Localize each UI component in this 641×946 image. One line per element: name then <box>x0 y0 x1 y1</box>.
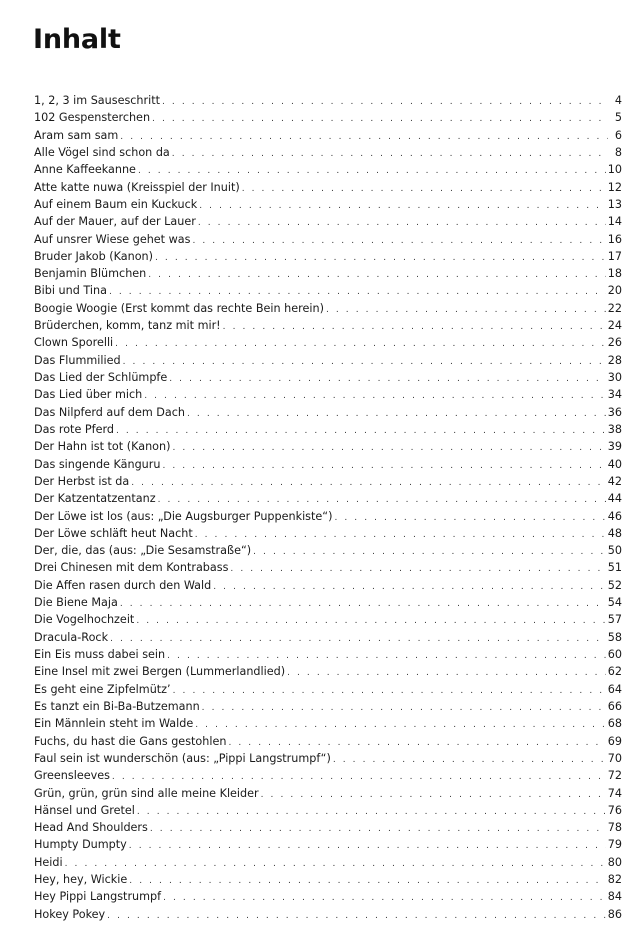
toc-entry-page-number: 54 <box>607 596 622 610</box>
toc-entry-page-number: 68 <box>607 717 622 731</box>
toc-entry-title: Der Katzentatzentanz <box>34 492 156 506</box>
toc-entry-page-number: 13 <box>607 197 622 211</box>
toc-dot-leader <box>150 821 606 838</box>
toc-dot-leader <box>136 613 605 630</box>
toc-entry <box>34 248 622 265</box>
toc-entry-page-number: 14 <box>607 215 622 229</box>
toc-entry <box>34 386 622 403</box>
toc-entry <box>34 819 622 836</box>
toc-entry-page-number: 69 <box>607 734 622 748</box>
toc-entry-page-number: 18 <box>607 267 622 281</box>
toc-entry-title: Das Lied über mich <box>34 388 143 402</box>
toc-entry <box>34 508 622 525</box>
toc-entry-page-number: 79 <box>607 838 622 852</box>
toc-entry-title: Hey Pippi Langstrumpf <box>34 890 162 904</box>
toc-entry-title: Atte katte nuwa (Kreisspiel der Inuit) <box>34 180 240 194</box>
toc-entry-page-number: 28 <box>607 353 622 367</box>
toc-entry-page-number: 44 <box>607 492 622 506</box>
toc-entry-page-number: 22 <box>607 301 622 315</box>
toc-entry-title: Auf unsrer Wiese gehet was <box>34 232 191 246</box>
toc-entry-page-number: 50 <box>607 544 622 558</box>
toc-entry-title: Hokey Pokey <box>34 907 106 921</box>
toc-entry-page-number: 38 <box>607 422 622 436</box>
toc-entry <box>34 663 622 680</box>
toc-entry-page-number: 84 <box>607 890 622 904</box>
toc-entry-title: Aram sam sam <box>34 128 119 142</box>
toc-dot-leader <box>107 908 606 925</box>
toc-entry-page-number: 26 <box>607 336 622 350</box>
toc-entry <box>34 421 622 438</box>
toc-entry-page-number: 34 <box>607 388 622 402</box>
toc-entry-title: Ein Eis muss dabei sein <box>34 648 166 661</box>
toc-entry-title: Das Nilpferd auf dem Dach <box>34 405 186 419</box>
toc-dot-leader <box>110 631 606 648</box>
toc-entry <box>34 871 622 888</box>
toc-entry <box>34 802 622 819</box>
toc-entry <box>34 438 622 455</box>
toc-entry-title: Es geht eine Zipfelmütz’ <box>34 682 171 696</box>
toc-dot-leader <box>172 146 608 163</box>
toc-dot-leader <box>192 233 605 250</box>
toc-entry-title: Head And Shoulders <box>34 821 148 835</box>
toc-entry-page-number: 52 <box>607 578 622 592</box>
toc-entry <box>34 611 622 628</box>
toc-entry-page-number: 8 <box>614 145 622 159</box>
toc-dot-leader <box>195 717 606 734</box>
toc-entry <box>34 127 622 144</box>
toc-dot-leader <box>172 440 605 457</box>
toc-dot-leader <box>198 215 606 232</box>
toc-entry-page-number: 46 <box>607 509 622 523</box>
toc-entry-title: Faul sein ist wunderschön (aus: „Pippi Langstrumpf“) <box>34 751 331 765</box>
toc-entry-title: Der Löwe schläft heut Nacht <box>34 526 193 540</box>
toc-dot-leader <box>152 111 608 128</box>
toc-entry-title: 102 Gespensterchen <box>34 111 151 125</box>
toc-entry-page-number: 42 <box>607 474 622 488</box>
toc-entry-page-number: 60 <box>607 648 622 661</box>
toc-entry-page-number: 72 <box>607 769 622 783</box>
toc-dot-leader <box>129 873 605 890</box>
toc-entry-title: Bibi und Tina <box>34 284 107 298</box>
toc-dot-leader <box>213 579 605 596</box>
toc-entry <box>34 577 622 594</box>
toc-entry <box>34 352 622 369</box>
toc-entry-page-number: 10 <box>607 163 622 177</box>
toc-entry-page-number: 39 <box>607 440 622 454</box>
toc-entry-title: Auf einem Baum ein Kuckuck <box>34 197 198 211</box>
toc-dot-leader <box>65 856 606 873</box>
toc-entry-page-number: 16 <box>607 232 622 246</box>
toc-entry-page-number: 4 <box>614 94 622 107</box>
toc-entry-page-number: 20 <box>607 284 622 298</box>
toc-dot-leader <box>173 683 606 700</box>
toc-dot-leader <box>195 527 606 544</box>
toc-entry-title: Der, die, das (aus: „Die Sesamstraße“) <box>34 544 252 558</box>
toc-entry-title: Anne Kaffeekanne <box>34 163 136 177</box>
toc-dot-leader <box>131 475 605 492</box>
toc-entry-title: Bruder Jakob (Kanon) <box>34 249 153 263</box>
toc-entry-title: Heidi <box>34 855 63 869</box>
toc-entry <box>34 109 622 126</box>
toc-entry-title: Brüderchen, komm, tanz mit mir! <box>34 319 221 333</box>
toc-entry-title: Hey, hey, Wickie <box>34 873 128 887</box>
toc-entry-page-number: 5 <box>614 111 622 125</box>
toc-entry-page-number: 76 <box>607 803 622 817</box>
toc-dot-leader <box>163 890 606 907</box>
toc-entry-title: Es tanzt ein Bi-Ba-Butzemann <box>34 699 200 713</box>
toc-entry <box>34 629 622 646</box>
toc-dot-leader <box>223 319 606 336</box>
toc-entry <box>34 646 622 663</box>
toc-entry-page-number: 17 <box>607 249 622 263</box>
toc-entry <box>34 594 622 611</box>
toc-list <box>34 92 622 923</box>
toc-entry-title: Der Löwe ist los (aus: „Die Augsburger Puppenkiste“) <box>34 509 333 523</box>
toc-entry-title: Der Hahn ist tot (Kanon) <box>34 440 171 454</box>
toc-dot-leader <box>148 267 605 284</box>
toc-entry-page-number: 80 <box>607 855 622 869</box>
toc-entry <box>34 681 622 698</box>
toc-entry <box>34 750 622 767</box>
toc-dot-leader <box>202 700 606 717</box>
toc-entry-page-number: 57 <box>607 613 622 627</box>
toc-entry <box>34 836 622 853</box>
toc-entry-page-number: 51 <box>607 561 622 575</box>
toc-entry-title: Auf der Mauer, auf der Lauer <box>34 215 196 229</box>
toc-entry-page-number: 82 <box>607 873 622 887</box>
toc-entry-page-number: 64 <box>607 682 622 696</box>
toc-entry <box>34 161 622 178</box>
toc-entry <box>34 559 622 576</box>
toc-entry-page-number: 86 <box>607 907 622 921</box>
toc-entry <box>34 92 622 109</box>
toc-entry-title: Das Flummilied <box>34 353 121 367</box>
toc-entry-title: Boogie Woogie (Erst kommt das rechte Bein herein) <box>34 301 324 315</box>
toc-entry <box>34 317 622 334</box>
toc-dot-leader <box>115 336 606 353</box>
toc-entry-title: Grün, grün, grün sind alle meine Kleider <box>34 786 259 800</box>
toc-entry <box>34 525 622 542</box>
toc-entry-title: Greensleeves <box>34 769 110 783</box>
toc-entry-title: Das singende Känguru <box>34 457 161 471</box>
toc-entry <box>34 698 622 715</box>
toc-entry-page-number: 70 <box>607 751 622 765</box>
toc-entry-page-number: 36 <box>607 405 622 419</box>
toc-entry-title: Hänsel und Gretel <box>34 803 135 817</box>
toc-entry <box>34 785 622 802</box>
toc-entry <box>34 369 622 386</box>
toc-entry-title: Ein Männlein steht im Walde <box>34 717 194 731</box>
toc-dot-leader <box>123 354 606 371</box>
toc-entry-page-number: 12 <box>607 180 622 194</box>
toc-dot-leader <box>326 302 606 319</box>
toc-entry-page-number: 78 <box>607 821 622 835</box>
toc-entry-page-number: 74 <box>607 786 622 800</box>
toc-entry-title: Benjamin Blümchen <box>34 267 147 281</box>
toc-entry <box>34 906 622 923</box>
toc-dot-leader <box>137 804 606 821</box>
toc-entry-title: Der Herbst ist da <box>34 474 130 488</box>
toc-entry <box>34 456 622 473</box>
toc-dot-leader <box>162 458 605 475</box>
toc-entry <box>34 404 622 421</box>
page-title: Inhalt <box>33 24 121 55</box>
toc-dot-leader <box>199 198 606 215</box>
toc-entry <box>34 179 622 196</box>
toc-entry-page-number: 40 <box>607 457 622 471</box>
toc-entry <box>34 473 622 490</box>
toc-dot-leader <box>169 371 606 388</box>
toc-entry <box>34 265 622 282</box>
toc-dot-leader <box>230 561 605 578</box>
toc-dot-leader <box>261 787 606 804</box>
toc-dot-leader <box>334 510 605 527</box>
toc-entry-page-number: 58 <box>607 630 622 644</box>
toc-entry <box>34 213 622 230</box>
toc-entry <box>34 542 622 559</box>
toc-entry-page-number: 48 <box>607 526 622 540</box>
toc-dot-leader <box>162 94 608 111</box>
toc-dot-leader <box>333 752 606 769</box>
toc-entry-page-number: 62 <box>607 665 622 679</box>
toc-dot-leader <box>144 388 606 405</box>
toc-dot-leader <box>129 838 606 855</box>
toc-entry-page-number: 30 <box>607 371 622 384</box>
toc-dot-leader <box>287 665 606 682</box>
toc-entry-title: Die Vogelhochzeit <box>34 613 135 627</box>
toc-entry-title: Alle Vögel sind schon da <box>34 145 170 159</box>
toc-dot-leader <box>155 250 606 267</box>
toc-entry-page-number: 24 <box>607 319 622 333</box>
toc-entry-title: Eine Insel mit zwei Bergen (Lummerlandlied) <box>34 665 286 679</box>
toc-entry <box>34 854 622 871</box>
toc-entry <box>34 888 622 905</box>
toc-entry-title: Dracula-Rock <box>34 630 109 644</box>
toc-entry <box>34 282 622 299</box>
toc-dot-leader <box>116 423 606 440</box>
toc-entry-title: Drei Chinesen mit dem Kontrabass <box>34 561 229 575</box>
toc-entry <box>34 715 622 732</box>
toc-entry <box>34 231 622 248</box>
toc-dot-leader <box>242 181 606 198</box>
toc-entry-page-number: 6 <box>614 128 622 142</box>
toc-dot-leader <box>253 544 606 561</box>
toc-dot-leader <box>120 596 606 613</box>
toc-entry <box>34 334 622 351</box>
toc-dot-leader <box>187 406 606 423</box>
toc-entry-title: Das rote Pferd <box>34 422 114 436</box>
toc-entry-title: 1, 2, 3 im Sauseschritt <box>34 94 161 107</box>
toc-entry-title: Fuchs, du hast die Gans gestohlen <box>34 734 227 748</box>
toc-entry-page-number: 66 <box>607 699 622 713</box>
toc-entry <box>34 144 622 161</box>
toc-dot-leader <box>120 129 608 146</box>
toc-entry <box>34 733 622 750</box>
toc-entry <box>34 767 622 784</box>
toc-entry-title: Die Affen rasen durch den Wald <box>34 578 212 592</box>
toc-entry <box>34 490 622 507</box>
toc-entry <box>34 300 622 317</box>
toc-entry-title: Clown Sporelli <box>34 336 114 350</box>
toc-entry <box>34 196 622 213</box>
toc-entry-title: Die Biene Maja <box>34 596 118 610</box>
toc-entry-title: Humpty Dumpty <box>34 838 127 852</box>
toc-entry-title: Das Lied der Schlümpfe <box>34 371 168 384</box>
